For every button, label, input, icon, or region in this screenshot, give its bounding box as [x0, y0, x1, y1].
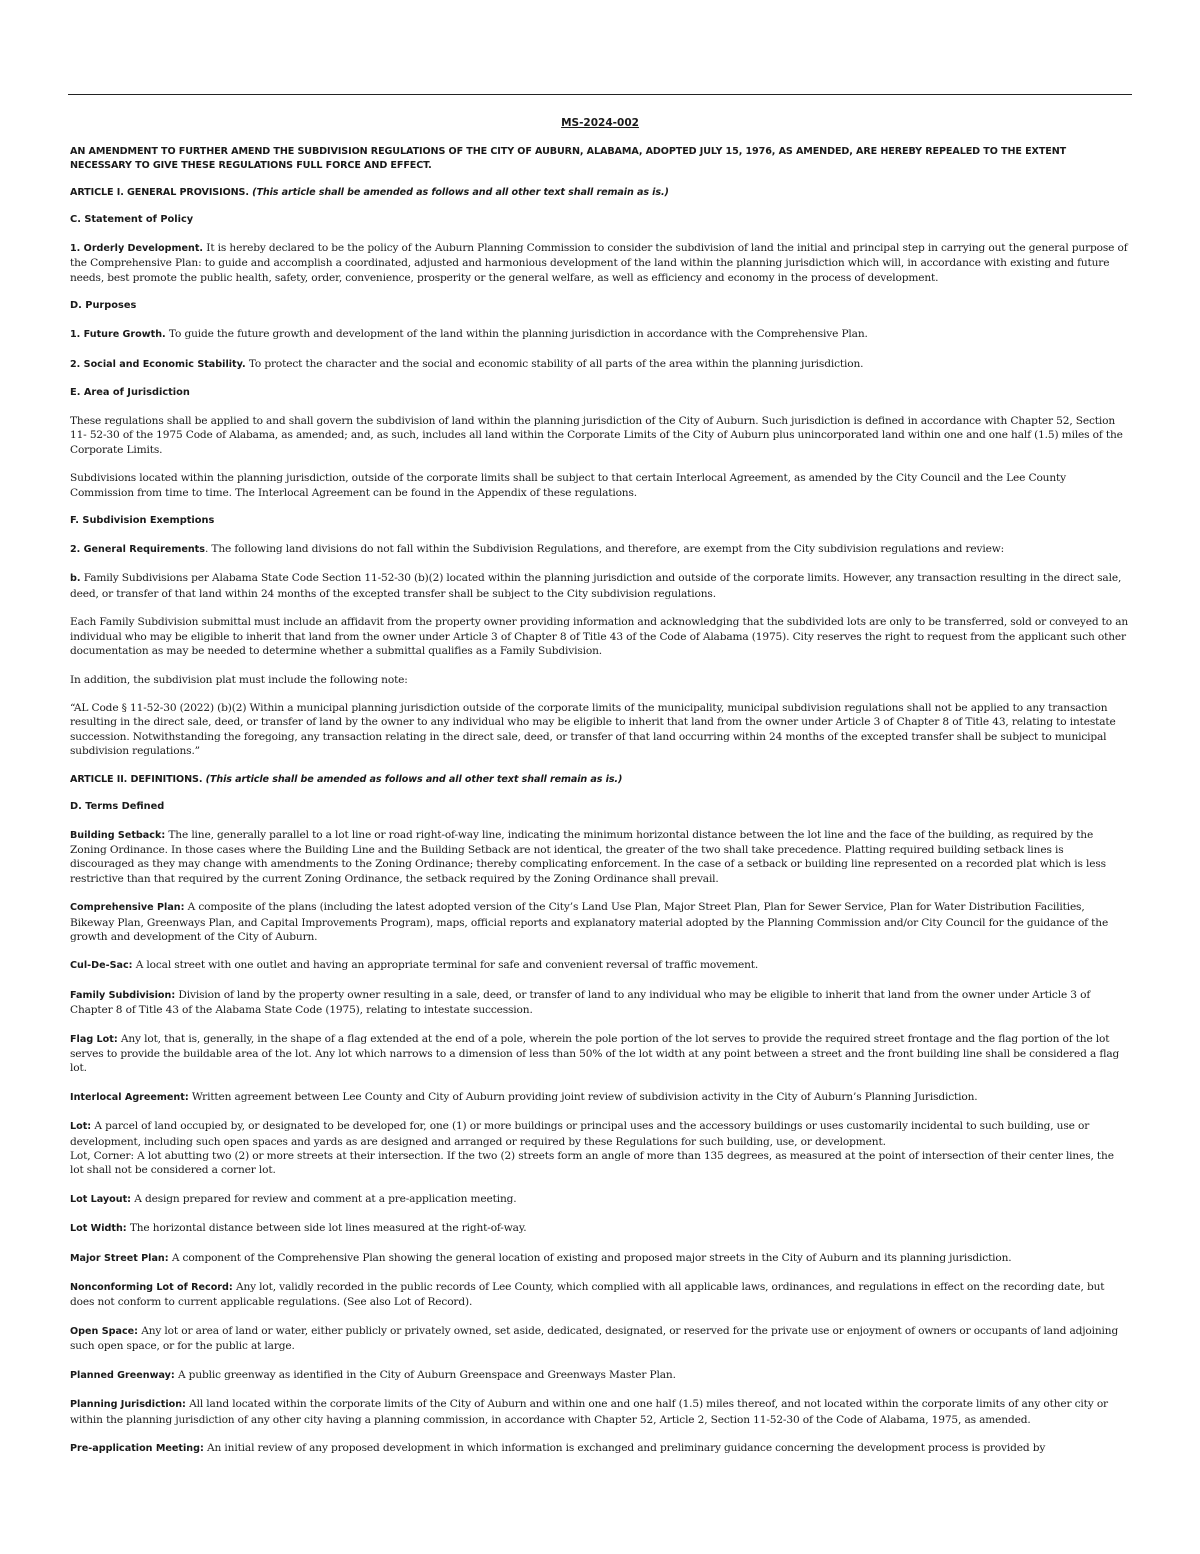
section-e-para-2: Subdivisions located within the planning jurisdiction, outside of the corporate limits shall be subject to that certain Interlocal Agreement, as amended by the City Council and the Lee County Commission from time to time. The Interlocal Agreement can be found in the Appendix of these regulations. [70, 472, 1066, 499]
section-e-para-1: These regulations shall be applied to and shall govern the subdivision of land within the planning jurisdiction of the City of Auburn. Such jurisdiction is defined in accordance with Chapter 52, Section 11- 52-30 of the 1975 Code of Alabama, as amended; and, as such, includes all land within the Corporate Limits of the City of Auburn plus unincorporated land within one and one half (1.5) miles of the Corporate Limits. [70, 415, 1123, 456]
definition-interlocal-agreement [70, 1090, 1130, 1105]
definition-lot-layout [70, 1192, 1130, 1207]
section-e-heading: E. Area of Jurisdiction [70, 387, 190, 399]
term-text: . The following land divisions do not fall within the Subdivision Regulations, and therefore, are exempt from the City subdivision regulations and review: [204, 543, 1005, 556]
term-label: 2. General Requirements [70, 544, 205, 556]
section-f-note-intro: In addition, the subdivision plat must include the following note: [70, 673, 408, 686]
definition-major-street-plan [70, 1251, 1130, 1266]
term-label: Lot: [70, 1121, 92, 1133]
term-label: Planning Jurisdiction: [70, 1399, 186, 1411]
term-text: A parcel of land occupied by, or designated to be developed for, one (1) or more buildings or principal uses and the accessory buildings or uses customarily incidental to such building, use or development, including such open spaces and yards as are designed and arranged or required by these Regulations for such building, use, or development. [70, 1120, 1090, 1148]
definition-planned-greenway [70, 1368, 1130, 1383]
definition-lot-corner: Lot, Corner: A lot abutting two (2) or more streets at their intersection. If the two (2) streets form an angle of more than 135 degrees, as measured at the point of intersection of their center lines, the lot shall not be considered a corner lot. [70, 1150, 1114, 1177]
definition-nonconforming-lot [70, 1280, 1130, 1310]
term-label: b. [70, 573, 81, 585]
term-label: Pre-application Meeting: [70, 1442, 204, 1454]
term-label: Interlocal Agreement: [70, 1091, 189, 1103]
term-label: Open Space: [70, 1325, 138, 1337]
section-c-heading: C. Statement of Policy [70, 214, 194, 225]
definitions-heading: D. Terms Defined [70, 800, 165, 812]
document-body [70, 117, 1130, 1470]
article-1-heading [70, 186, 1130, 200]
term-label: 1. Future Growth. [70, 329, 166, 341]
term-text: It is hereby declared to be the policy of the Auburn Planning Commission to consider the subdivision of land the initial and principal step in carrying out the general purpose of the Comprehensive Plan: to guide and accomplish a coordinated, adjusted and harmonious development of the land within the planning jurisdiction which will, in accordance with existing and future needs, best promote the public health, safety, order, convenience, prosperity or the general welfare, as well as efficiency and economy in the process of development. [70, 242, 1128, 284]
article-2-heading [70, 773, 1130, 787]
term-text: To guide the future growth and development of the land within the planning jurisdiction in accordance with the Comprehensive Plan. [165, 328, 868, 341]
article-1-note: (This article shall be amended as follows and all other text shall remain as is.) [252, 187, 669, 198]
term-text: Division of land by the property owner resulting in a sale, deed, or transfer of land to any individual who may be eligible to inherit that land from the owner under Article 3 of Chapter 8 of Title 43 of the Alabama State Code (1975), relating to intestate succession. [70, 988, 1091, 1017]
definition-family-subdivision [70, 988, 1130, 1018]
term-label: Nonconforming Lot of Record: [70, 1282, 233, 1294]
term-text: Written agreement between Lee County and City of Auburn providing joint review of subdivision activity in the City of Auburn’s Planning Jurisdiction. [188, 1090, 978, 1103]
term-label: Cul-De-Sac: [70, 960, 133, 972]
term-text: A component of the Comprehensive Plan showing the general location of existing and proposed major streets in the City of Auburn and its planning jurisdiction. [168, 1251, 1012, 1264]
section-f-item-2 [70, 542, 1130, 557]
term-label: Lot Width: [70, 1223, 127, 1235]
section-f-heading: F. Subdivision Exemptions [70, 515, 215, 527]
term-label: Lot Layout: [70, 1193, 132, 1205]
section-c-item-1 [70, 241, 1130, 285]
definition-planning-jurisdiction [70, 1397, 1130, 1427]
section-f-item-b [70, 571, 1130, 601]
definition-building-setback [70, 828, 1130, 887]
term-text: A composite of the plans (including the latest adopted version of the City’s Land Use Plan, Major Street Plan, Plan for Sewer Service, Plan for Water Distribution Facilities, Bikeway Plan, Greenways Plan, and Capital Improvements Program), maps, official reports and explanatory material adopted by the Planning Commission and/or City Council for the guidance of the growth and development of the City of Auburn. [70, 901, 1109, 943]
definition-pre-application-meeting [70, 1441, 1130, 1456]
definition-lot-width [70, 1221, 1130, 1236]
article-2-title: ARTICLE II. DEFINITIONS. [70, 773, 203, 785]
term-label: Comprehensive Plan: [70, 902, 185, 914]
term-text: A public greenway as identified in the City of Auburn Greenspace and Greenways Master Plan. [174, 1368, 676, 1381]
term-label: Family Subdivision: [70, 989, 176, 1001]
term-text: Any lot, that is, generally, in the shape of a flag extended at the end of a pole, wherein the pole portion of the lot serves to provide the required street frontage and the flag portion of the lot serves to provide the buildable area of the lot. Any lot which narrows to a dimension of less than 50% of the lot width at any point between a street and the front building line shall be considered a flag lot. [70, 1032, 1120, 1075]
term-text: Any lot, validly recorded in the public records of Lee County, which complied with all applicable laws, ordinances, and regulations in effect on the recording date, but does not conform to current applicable regulations. (See also Lot of Record). [70, 1281, 1105, 1309]
definition-open-space [70, 1324, 1130, 1354]
term-label: Planned Greenway: [70, 1369, 175, 1381]
term-text: To protect the character and the social and economic stability of all parts of the area within the planning jurisdiction. [245, 357, 864, 370]
term-label: 1. Orderly Development. [70, 243, 204, 254]
section-d-item-1 [70, 327, 1130, 342]
section-f-affidavit: Each Family Subdivision submittal must include an affidavit from the property owner providing information and acknowledging that the subdivided lots are only to be transferred, sold or conveyed to an individual who may be eligible to inherit that land from the owner under Article 3 of Chapter 8 of Title 43 of the Code of Alabama (1975). City reserves the right to request from the applicant such other documentation as may be needed to determine whether a submittal qualifies as a Family Subdivision. [70, 616, 1129, 658]
term-label: Major Street Plan: [70, 1252, 169, 1264]
definition-flag-lot [70, 1032, 1130, 1076]
term-text: All land located within the corporate limits of the City of Auburn and within one and one half (1.5) miles thereof, and not located within the corporate limits of any other city or within the planning jurisdiction of any other city having a planning commission, in accordance with Chapter 52, Article 2, Section 11-52-30 of the Code of Alabama, 1975, as amended. [70, 1398, 1108, 1426]
article-1-title: ARTICLE I. GENERAL PROVISIONS. [70, 187, 249, 198]
term-text: The line, generally parallel to a lot line or road right-of-way line, indicating the minimum horizontal distance between the lot line and the face of the building, as required by the Zoning Ordinance. In those cases where the Building Line and the Building Setback are not identical, the greater of the two shall take precedence. Platting required building setback lines is discouraged as they may change with amendments to the Zoning Ordinance; thereby complicating enforcement. In the case of a setback or building line represented on a recorded plat which is less restrictive than that required by the current Zoning Ordinance, the setback required by the Zoning Ordinance shall prevail. [70, 828, 1106, 885]
term-text: The horizontal distance between side lot lines measured at the right-of-way. [126, 1222, 527, 1235]
term-text: Any lot or area of land or water, either publicly or privately owned, set aside, dedicated, designated, or reserved for the private use or enjoyment of owners or occupants of land adjoining such open space, or for the public at large. [70, 1324, 1119, 1353]
section-d-item-2 [70, 357, 1130, 372]
term-text: Family Subdivisions per Alabama State Code Section 11-52-30 (b)(2) located within the planning jurisdiction and outside of the corporate limits. However, any transaction resulting in the direct sale, deed, or transfer of that land within 24 months of the excepted transfer shall be subject to the City subdivision regulations. [70, 572, 1122, 600]
section-d-heading: D. Purposes [70, 300, 137, 312]
document-id: MS-2024-002 [561, 117, 639, 129]
term-label: Building Setback: [70, 829, 166, 841]
header-rule [68, 94, 1132, 95]
term-label: Flag Lot: [70, 1033, 118, 1045]
term-text: An initial review of any proposed development in which information is exchanged and preliminary guidance concerning the development process is provided by [203, 1441, 1046, 1454]
term-text: A design prepared for review and comment at a pre-application meeting. [131, 1192, 517, 1205]
definition-comprehensive-plan [70, 900, 1130, 944]
article-2-note: (This article shall be amended as follows and all other text shall remain as is.) [205, 773, 623, 785]
term-text: A local street with one outlet and having an appropriate terminal for safe and convenient reversal of traffic movement. [132, 959, 759, 972]
preamble: AN AMENDMENT TO FURTHER AMEND THE SUBDIVISION REGULATIONS OF THE CITY OF AUBURN, ALABAMA, ADOPTED JULY 15, 1976, AS AMENDED, ARE HEREBY REPEALED TO THE EXTENT NECESSARY TO GIVE THESE REGULATIONS FULL FORCE AND EFFECT. [70, 146, 1067, 171]
section-f-quote: “AL Code § 11-52-30 (2022) (b)(2) Within a municipal planning jurisdiction outside of the corporate limits of the municipality, municipal subdivision regulations shall not be applied to any transaction resulting in the direct sale, deed, or transfer of land by the owner to any individual who may be eligible to inherit that land from the owner under Article 3 of Chapter 8 of Title 43, relating to intestate succession. Notwithstanding the foregoing, any transaction relating in the direct sale, deed, or transfer of that land occurring within 24 months of the excepted transfer shall be subject to municipal subdivision regulations.” [70, 701, 1116, 758]
definition-cul-de-sac [70, 958, 1130, 973]
definition-lot [70, 1119, 1130, 1178]
term-label: 2. Social and Economic Stability. [70, 358, 246, 370]
